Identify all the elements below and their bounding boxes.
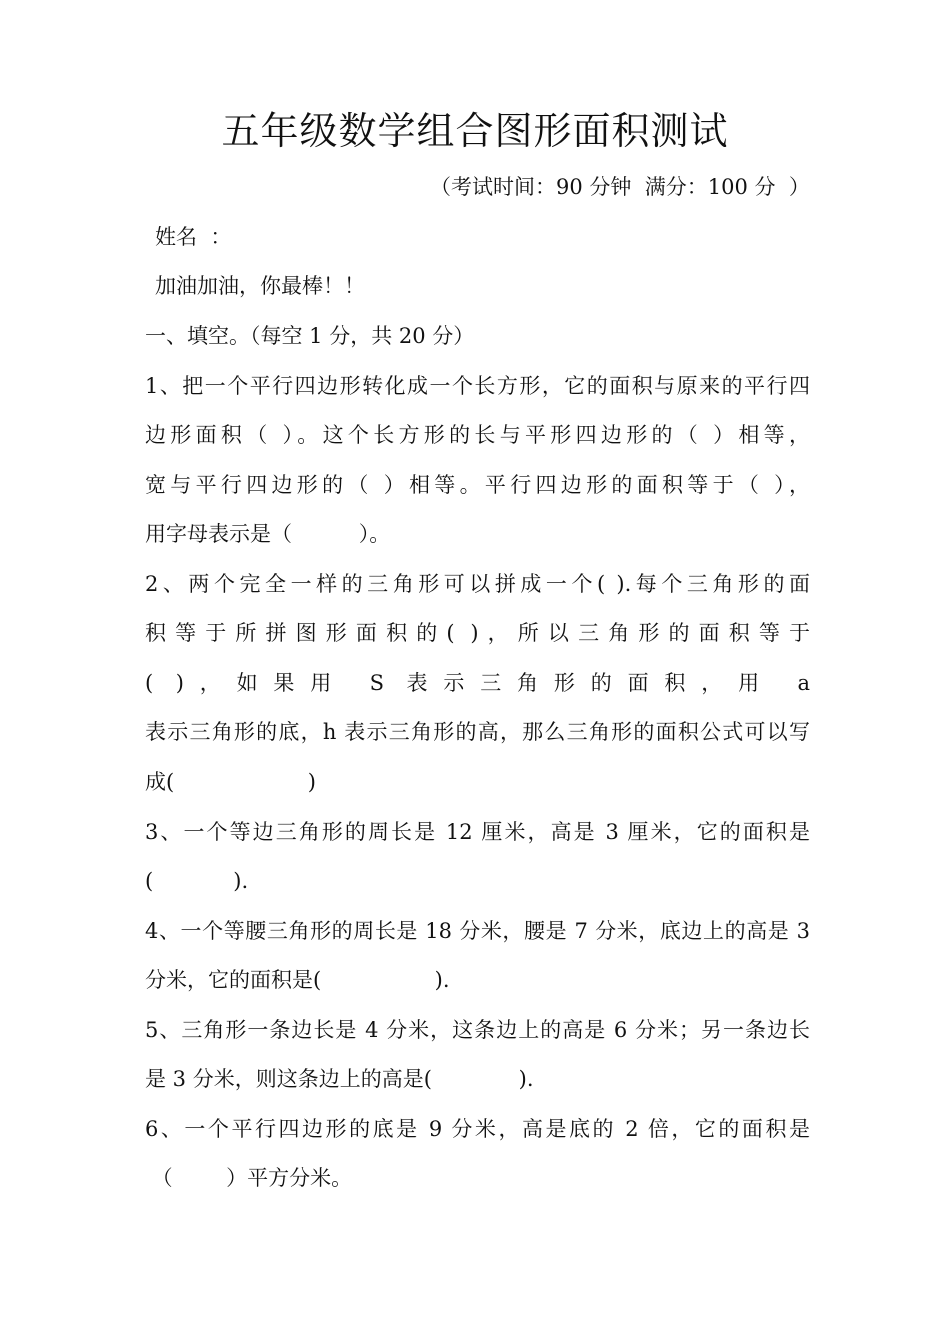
q2-line-1: 2、两个完全一样的三角形可以拼成一个( ).每个三角形的面 <box>145 572 810 596</box>
q1-line-4: 用字母表示是（ ）。 <box>145 522 391 546</box>
q2-line-2: 积等于所拼图形面积的( )，所以三角形的面积等于 <box>145 621 810 645</box>
exam-info: （考试时间：90 分钟 满分：100 分 ） <box>430 175 810 199</box>
section-heading: 一、填空。（每空 1 分，共 20 分） <box>145 324 475 348</box>
q2-line-5: 成( ) <box>145 770 316 794</box>
q3-line-1: 3、一个等边三角形的周长是 12 厘米，高是 3 厘米，它的面积是 <box>145 820 810 844</box>
page-title: 五年级数学组合图形面积测试 <box>221 109 729 153</box>
q6-line-1: 6、一个平行四边形的底是 9 分米，高是底的 2 倍，它的面积是 <box>145 1117 810 1141</box>
q3-line-2: ( ). <box>145 869 249 893</box>
encouragement-text: 加油加油，你最棒！！ <box>155 274 365 298</box>
q5-line-2: 是 3 分米，则这条边上的高是( ). <box>145 1067 534 1091</box>
name-label: 姓名 ： <box>155 225 232 249</box>
q1-line-1: 1、把一个平行四边形转化成一个长方形，它的面积与原来的平行四 <box>145 374 810 398</box>
q6-line-2: （ ）平方分米。 <box>145 1166 353 1190</box>
q4-line-2: 分米，它的面积是( ). <box>145 968 450 992</box>
q2-line-4: 表示三角形的底，h 表示三角形的高，那么三角形的面积公式可以写 <box>145 720 810 744</box>
q1-line-3: 宽与平行四边形的（ ）相等。平行四边形的面积等于（ ）， <box>145 473 810 497</box>
q1-line-2: 边形面积（ ）。这个长方形的长与平形四边形的（ ）相等， <box>145 423 810 447</box>
q4-line-1: 4、一个等腰三角形的周长是 18 分米，腰是 7 分米，底边上的高是 3 <box>145 919 810 943</box>
q5-line-1: 5、三角形一条边长是 4 分米，这条边上的高是 6 分米；另一条边长 <box>145 1018 810 1042</box>
q2-line-3: ( )，如果用 S 表示三角形的面积，用 a <box>145 671 810 695</box>
